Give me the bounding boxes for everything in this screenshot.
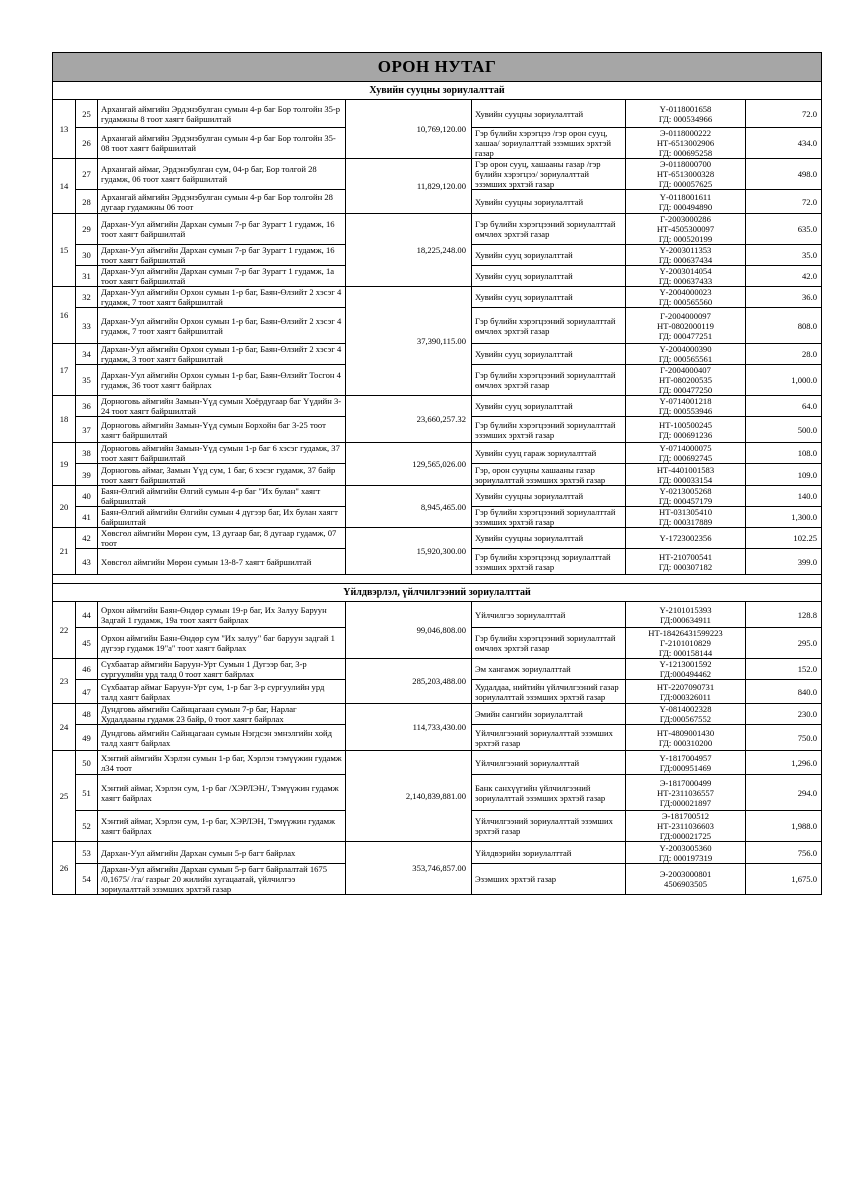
price-cell: 8,945,465.00 — [346, 486, 472, 528]
area-cell: 498.0 — [746, 159, 822, 190]
row-number: 35 — [76, 365, 98, 396]
registration-cell: НТ-100500245 ГД: 000691236 — [626, 417, 746, 443]
registration-cell: Г-2004000407 НТ-080200535 ГД: 000477250 — [626, 365, 746, 396]
row-number: 25 — [76, 100, 98, 128]
area-cell: 434.0 — [746, 128, 822, 159]
address-cell: Дархан-Уул аймгийн Дархан сумын 7-р баг Зурагт 1 гудамж, 16 тоот хаягт байршилтай — [98, 214, 346, 245]
area-cell: 840.0 — [746, 680, 822, 704]
address-cell: Дорноговь аймаг, Замын Үүд сум, 1 баг, 6 хэсэг гудамж, 37 байр тоот хаягт байршилтай — [98, 464, 346, 486]
purpose-cell: Хувийн сууц зориулалттай — [472, 287, 626, 308]
table-row — [53, 443, 822, 464]
table-row — [53, 214, 822, 245]
registration-cell: Ү-2003011353 ГД: 000637434 — [626, 245, 746, 266]
table-row — [53, 842, 822, 864]
address-cell: Баян-Өлгий аймгийн Өлгий сумын 4-р баг "Их булан" хаягт байршилтай — [98, 486, 346, 507]
area-cell: 808.0 — [746, 308, 822, 344]
section-spacer — [53, 575, 822, 584]
registration-cell: Ү-2003005360 ГД: 000197319 — [626, 842, 746, 864]
row-number: 48 — [76, 704, 98, 725]
registration-cell: Ү-0714000075 ГД: 000692745 — [626, 443, 746, 464]
address-cell: Орхон аймгийн Баян-Өндөр сумын 19-р баг, Их Залуу Баруун Задгай 1 гудамж, 19а тоот хаягт байрлах — [98, 602, 346, 628]
row-number: 50 — [76, 751, 98, 775]
purpose-cell: Гэр бүлийн хэрэгцээний зориулалттай эзэмших эрхтэй газар — [472, 507, 626, 528]
address-cell: Дундговь аймгийн Сайнцагаан сумын 7-р баг, Нарлаг Худалдааны гудамж 23 байр, 0 тоот хаягт байрлах — [98, 704, 346, 725]
table-row — [53, 159, 822, 190]
group-number: 24 — [53, 704, 76, 751]
purpose-cell: Хувийн сууцны зориулалттай — [472, 100, 626, 128]
registration-cell: Э-0118000700 НТ-6513000328 ГД: 000057625 — [626, 159, 746, 190]
price-cell: 18,225,248.00 — [346, 214, 472, 287]
price-cell: 353,746,857.00 — [346, 842, 472, 895]
row-number: 31 — [76, 266, 98, 287]
area-cell: 750.0 — [746, 725, 822, 751]
purpose-cell: Гэр бүлийн хэрэгцээний зориулалттай эзэмших эрхтэй газар — [472, 417, 626, 443]
row-number: 30 — [76, 245, 98, 266]
price-cell: 11,829,120.00 — [346, 159, 472, 214]
table-row — [53, 486, 822, 507]
group-number: 14 — [53, 159, 76, 214]
row-number: 26 — [76, 128, 98, 159]
area-cell: 35.0 — [746, 245, 822, 266]
address-cell: Дархан-Уул аймгийн Орхон сумын 1-р баг, Баян-Өлзийт 2 хэсэг 4 гудамж, 3 тоот хаягт байршилтай — [98, 344, 346, 365]
address-cell: Дархан-Уул аймгийн Орхон сумын 1-р баг, Баян-Өлзийт Тосгон 4 гудамж, 36 тоот хаягт байрлах — [98, 365, 346, 396]
purpose-cell: Үйлчилгээний зориулалттай эзэмших эрхтэй газар — [472, 725, 626, 751]
spacer-cell — [53, 575, 822, 584]
property-table — [52, 52, 822, 895]
section-heading: Хувийн сууцны зориулалттай — [53, 82, 822, 100]
table-row — [53, 659, 822, 680]
purpose-cell: Үйлчилгээний зориулалттай — [472, 751, 626, 775]
row-number: 51 — [76, 775, 98, 811]
address-cell: Хэнтий аймгийн Хэрлэн сумын 1-р баг, Хэрлэн тэмүүжин гудамж л34 тоот — [98, 751, 346, 775]
row-number: 40 — [76, 486, 98, 507]
table-row — [53, 287, 822, 308]
area-cell: 756.0 — [746, 842, 822, 864]
purpose-cell: Эм хангамж зориулалттай — [472, 659, 626, 680]
area-cell: 102.25 — [746, 528, 822, 549]
area-cell: 28.0 — [746, 344, 822, 365]
row-number: 39 — [76, 464, 98, 486]
row-number: 33 — [76, 308, 98, 344]
registration-cell: Ү-2004000023 ГД: 000565560 — [626, 287, 746, 308]
row-number: 28 — [76, 190, 98, 214]
address-cell: Хөвсгөл аймгийн Мөрөн сумын 13-8-7 хаягт байршилтай — [98, 549, 346, 575]
row-number: 44 — [76, 602, 98, 628]
address-cell: Дорноговь аймгийн Замын-Үүд сумын 1-р баг 6 хэсэг гудамж, 37 тоот хаягт байршилтай — [98, 443, 346, 464]
purpose-cell: Гэр, орон сууцны хашааны газар зориулалттай эзэмших эрхтэй газар — [472, 464, 626, 486]
row-number: 52 — [76, 811, 98, 842]
group-number: 25 — [53, 751, 76, 842]
address-cell: Баян-Өлгий аймгийн Өлгийн сумын 4 дүгээр баг, Их булан хаягт байршилтай — [98, 507, 346, 528]
price-cell: 114,733,430.00 — [346, 704, 472, 751]
registration-cell: Ү-0814002328 ГД:000567552 — [626, 704, 746, 725]
registration-cell: Ү-1817004957 ГД:000951469 — [626, 751, 746, 775]
address-cell: Сүхбаатар аймгийн Баруун-Урт Сумын 1 Дугээр баг, 3-р сургуулийн урд талд 0 тоот хаягт байрлах — [98, 659, 346, 680]
row-number: 47 — [76, 680, 98, 704]
row-number: 49 — [76, 725, 98, 751]
group-number: 17 — [53, 344, 76, 396]
address-cell: Дорноговь аймгийн Замын-Үүд сумын Борхойн баг 3-25 тоот хаягт байршилтай — [98, 417, 346, 443]
registration-cell: Э-0118000222 НТ-6513002906 ГД: 000695258 — [626, 128, 746, 159]
address-cell: Дундговь аймгийн Сайнцагаан сумын Нэгдсэн эмнэлгийн хойд талд хаягт байрлах — [98, 725, 346, 751]
address-cell: Архангай аймгийн Эрдэнэбулган сумын 4-р баг Бор толгойн 35-08 тоот хаягт байршилтай — [98, 128, 346, 159]
purpose-cell: Хувийн сууцны зориулалттай — [472, 486, 626, 507]
registration-cell: НТ-031305410 ГД: 000317889 — [626, 507, 746, 528]
row-number: 34 — [76, 344, 98, 365]
address-cell: Хөвсгөл аймгийн Мөрөн сум, 13 дугаар баг, 8 дугаар гудамж, 07 тоот — [98, 528, 346, 549]
address-cell: Хэнтий аймаг, Хэрлэн сум, 1-р баг /ХЭРЛЭН/, Тэмүүжин гудамж хаягт байрлах — [98, 775, 346, 811]
section-heading: Үйлдвэрлэл, үйлчилгээний зориулалттай — [53, 584, 822, 602]
group-number: 18 — [53, 396, 76, 443]
registration-cell: Ү-0118001658 ГД: 000534966 — [626, 100, 746, 128]
group-number: 19 — [53, 443, 76, 486]
purpose-cell: Гэр бүлийн хэрэгцээний зориулалттай өмчлөх эрхтэй газар — [472, 628, 626, 659]
area-cell: 1,296.0 — [746, 751, 822, 775]
table-row — [53, 704, 822, 725]
row-number: 27 — [76, 159, 98, 190]
registration-cell: Ү-0213005268 ГД: 000457179 — [626, 486, 746, 507]
address-cell: Дархан-Уул аймгийн Дархан сумын 7-р баг Зурагт 1 гудамж, 1а тоот хаягт байршилтай — [98, 266, 346, 287]
address-cell: Дархан-Уул аймгийн Орхон сумын 1-р баг, Баян-Өлзийт 2 хэсэг 4 гудамж, 7 тоот хаягт байршилтай — [98, 308, 346, 344]
area-cell: 140.0 — [746, 486, 822, 507]
purpose-cell: Гэр бүлийн хэрэгцээний зориулалттай өмчлөх эрхтэй газар — [472, 308, 626, 344]
price-cell: 99,046,808.00 — [346, 602, 472, 659]
row-number: 32 — [76, 287, 98, 308]
table-row — [53, 602, 822, 628]
address-cell: Дархан-Уул аймгийн Дархан сумын 7-р баг Зурагт 1 гудамж, 16 тоот хаягт байршилтай — [98, 245, 346, 266]
area-cell: 109.0 — [746, 464, 822, 486]
area-cell: 294.0 — [746, 775, 822, 811]
purpose-cell: Үйлчилгээний зориулалттай эзэмших эрхтэй газар — [472, 811, 626, 842]
table-row — [53, 396, 822, 417]
area-cell: 1,988.0 — [746, 811, 822, 842]
table-row — [53, 751, 822, 775]
purpose-cell: Гэр бүлийн хэрэгцээний зориулалттай өмчлөх эрхтэй газар — [472, 214, 626, 245]
address-cell: Дархан-Уул аймгийн Дархан сумын 5-р багт байрлалтай 1675 /0,1675/ /га/ газрыг 20 жилийн хугацаатай, үйлчилгээ зориулалттай эзэмших эрхтэй газар — [98, 864, 346, 895]
purpose-cell: Хувийн сууц зориулалттай — [472, 344, 626, 365]
area-cell: 108.0 — [746, 443, 822, 464]
row-number: 45 — [76, 628, 98, 659]
purpose-cell: Үйлдвэрийн зориулалттай — [472, 842, 626, 864]
area-cell: 42.0 — [746, 266, 822, 287]
area-cell: 635.0 — [746, 214, 822, 245]
row-number: 53 — [76, 842, 98, 864]
document-page — [52, 52, 821, 895]
row-number: 46 — [76, 659, 98, 680]
price-cell: 23,660,257.32 — [346, 396, 472, 443]
registration-cell: НТ-4401001583 ГД: 000033154 — [626, 464, 746, 486]
address-cell: Архангай аймгийн Эрдэнэбулган сумын 4-р баг Бор толгойн 35-р гудамжны 8 тоот хаягт байршилтай — [98, 100, 346, 128]
purpose-cell: Үйлчилгээ зориулалттай — [472, 602, 626, 628]
price-cell: 285,203,488.00 — [346, 659, 472, 704]
registration-cell: Ү-1723002356 — [626, 528, 746, 549]
address-cell: Архангай аймгийн Эрдэнэбулган сумын 4-р баг Бор толгойн 28 дугаар гудамжны 06 тоот — [98, 190, 346, 214]
title-row — [53, 53, 822, 82]
price-cell: 10,769,120.00 — [346, 100, 472, 159]
table-row — [53, 528, 822, 549]
section-heading-row — [53, 584, 822, 602]
row-number: 38 — [76, 443, 98, 464]
group-number: 13 — [53, 100, 76, 159]
group-number: 20 — [53, 486, 76, 528]
purpose-cell: Худалдаа, нийтийн үйлчилгээний газар зориулалттай эзэмших эрхтэй газар — [472, 680, 626, 704]
registration-cell: Ү-2004000390 ГД: 000565561 — [626, 344, 746, 365]
purpose-cell: Хувийн сууцны зориулалттай — [472, 190, 626, 214]
purpose-cell: Хувийн сууц зориулалттай — [472, 245, 626, 266]
purpose-cell: Гэр орон сууц, хашааны газар /гэр бүлийн хэрэгцээ/ зориулалттай эзэмших эрхтэй газар — [472, 159, 626, 190]
row-number: 54 — [76, 864, 98, 895]
group-number: 15 — [53, 214, 76, 287]
registration-cell: НТ-210700541 ГД: 000307182 — [626, 549, 746, 575]
registration-cell: НТ-18426431599223 Г-2101010829 ГД: 000158144 — [626, 628, 746, 659]
registration-cell: НТ-4809001430 ГД: 000310200 — [626, 725, 746, 751]
row-number: 42 — [76, 528, 98, 549]
area-cell: 128.8 — [746, 602, 822, 628]
registration-cell: Ү-0118001611 ГД: 000494890 — [626, 190, 746, 214]
row-number: 36 — [76, 396, 98, 417]
price-cell: 15,920,300.00 — [346, 528, 472, 575]
address-cell: Дархан-Уул аймгийн Дархан сумын 5-р багт байрлах — [98, 842, 346, 864]
area-cell: 500.0 — [746, 417, 822, 443]
address-cell: Дархан-Уул аймгийн Орхон сумын 1-р баг, Баян-Өлзийт 2 хэсэг 4 гудамж, 7 тоот хаягт байршилтай — [98, 287, 346, 308]
group-number: 26 — [53, 842, 76, 895]
row-number: 43 — [76, 549, 98, 575]
registration-cell: Ү-2101015393 ГД:000634911 — [626, 602, 746, 628]
registration-cell: Ү-2003014054 ГД: 000637433 — [626, 266, 746, 287]
registration-cell: Г-2004000097 НТ-0802000119 ГД: 000477251 — [626, 308, 746, 344]
purpose-cell: Хувийн сууц зориулалттай — [472, 396, 626, 417]
page-title: ОРОН НУТАГ — [53, 53, 822, 82]
price-cell: 129,565,026.00 — [346, 443, 472, 486]
registration-cell: Э-181700512 НТ-2311036603 ГД:000021725 — [626, 811, 746, 842]
purpose-cell: Гэр бүлийн хэрэгцээний зориулалттай өмчлөх эрхтэй газар — [472, 365, 626, 396]
address-cell: Хэнтий аймаг, Хэрлэн сум, 1-р баг, ХЭРЛЭН, Тэмүүжин гудамж хаягт байрлах — [98, 811, 346, 842]
registration-cell: Ү-1213001592 ГД:000494462 — [626, 659, 746, 680]
registration-cell: Г-2003000286 НТ-4505300097 ГД: 000520199 — [626, 214, 746, 245]
group-number: 22 — [53, 602, 76, 659]
purpose-cell: Хувийн сууц гараж зориулалттай — [472, 443, 626, 464]
group-number: 21 — [53, 528, 76, 575]
address-cell: Архангай аймаг, Эрдэнэбулган сум, 04-р баг, Бор толгой 28 гудамж, 06 тоот хаягт байршилтай — [98, 159, 346, 190]
group-number: 23 — [53, 659, 76, 704]
group-number: 16 — [53, 287, 76, 344]
area-cell: 230.0 — [746, 704, 822, 725]
purpose-cell: Эмийн сангийн зориулалттай — [472, 704, 626, 725]
row-number: 41 — [76, 507, 98, 528]
area-cell: 295.0 — [746, 628, 822, 659]
purpose-cell: Гэр бүлийн хэрэгцээ /гэр орон сууц, хашаа/ зориулалттай эзэмших эрхтэй газар — [472, 128, 626, 159]
area-cell: 1,000.0 — [746, 365, 822, 396]
purpose-cell: Банк санхүүгийн үйлчилгээний зориулалттай эзэмших эрхтэй газар — [472, 775, 626, 811]
registration-cell: НТ-2207090731 ГД:000326011 — [626, 680, 746, 704]
purpose-cell: Хувийн сууц зориулалттай — [472, 266, 626, 287]
price-cell: 2,140,839,881.00 — [346, 751, 472, 842]
area-cell: 36.0 — [746, 287, 822, 308]
price-cell: 37,390,115.00 — [346, 287, 472, 396]
table-row — [53, 100, 822, 128]
purpose-cell: Эзэмших эрхтэй газар — [472, 864, 626, 895]
row-number: 29 — [76, 214, 98, 245]
address-cell: Сүхбаатар аймаг Баруун-Урт сум, 1-р баг 3-р сургуулийн урд талд хаягт байрлах — [98, 680, 346, 704]
section-heading-row — [53, 82, 822, 100]
purpose-cell: Хувийн сууцны зориулалттай — [472, 528, 626, 549]
registration-cell: Ү-0714001218 ГД: 000553946 — [626, 396, 746, 417]
area-cell: 64.0 — [746, 396, 822, 417]
area-cell: 399.0 — [746, 549, 822, 575]
purpose-cell: Гэр бүлийн хэрэгцээнд зориулалттай эзэмших эрхтэй газар — [472, 549, 626, 575]
address-cell: Дорноговь аймгийн Замын-Үүд сумын Хоёрдугаар баг Үүдийн 3-24 тоот хаягт байршилтай — [98, 396, 346, 417]
area-cell: 1,675.0 — [746, 864, 822, 895]
address-cell: Орхон аймгийн Баян-Өндөр сум "Их залуу" баг баруун задгай 1 дүгээр гудамж 19"а" тоот хаягт байрлах — [98, 628, 346, 659]
area-cell: 152.0 — [746, 659, 822, 680]
area-cell: 72.0 — [746, 100, 822, 128]
registration-cell: Э-1817000499 НТ-2311036557 ГД:000021897 — [626, 775, 746, 811]
area-cell: 1,300.0 — [746, 507, 822, 528]
registration-cell: Э-2003000801 4506903505 — [626, 864, 746, 895]
row-number: 37 — [76, 417, 98, 443]
area-cell: 72.0 — [746, 190, 822, 214]
